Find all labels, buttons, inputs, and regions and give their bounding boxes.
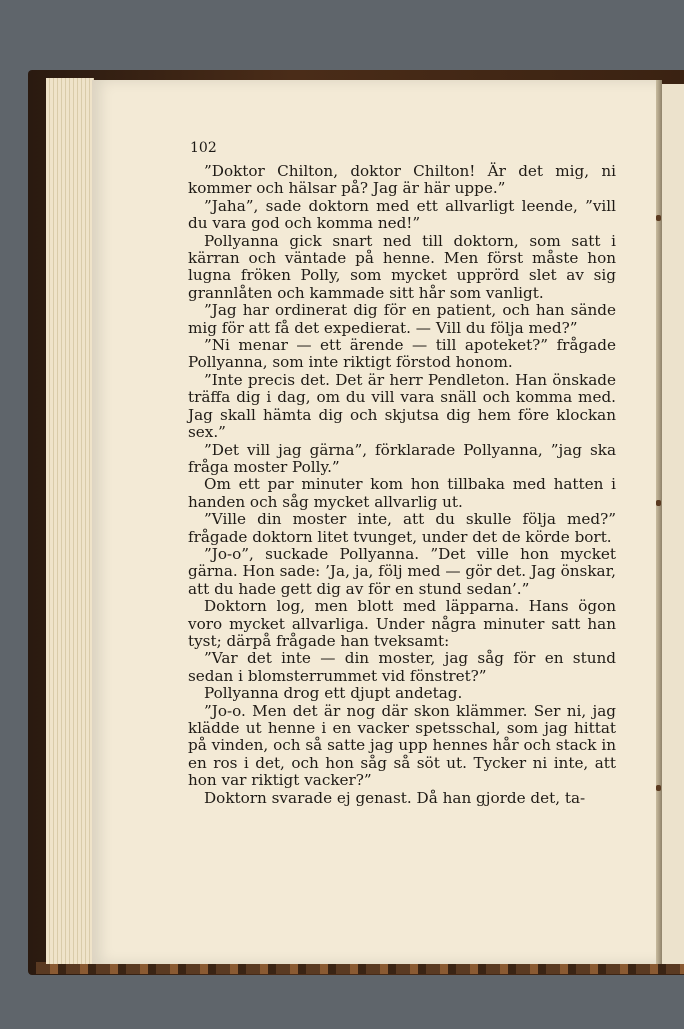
paragraph: ”Ni menar — ett ärende — till apoteket?” frågade Pollyanna, som inte riktigt förstod honom. <box>188 336 616 372</box>
paragraph: ”Ville din moster inte, att du skulle följa med?” frågade doktorn litet tvunget, under det de körde bort. <box>188 510 616 546</box>
paragraph: ”Det vill jag gärna”, förklarade Pollyanna, ”jag ska fråga moster Polly.” <box>188 440 616 476</box>
page-number: 102 <box>190 140 217 156</box>
paragraph: Pollyanna drog ett djupt andetag. <box>204 684 463 703</box>
paragraph: Doktorn svarade ej genast. Då han gjorde det, ta- <box>204 788 586 807</box>
binding-thread <box>656 500 661 506</box>
page-stack <box>46 78 94 964</box>
facing-page-edge <box>662 84 684 964</box>
paragraph: Doktorn log, men blott med läpparna. Hans ögon voro mycket allvarliga. Under några minuter satt han tyst; därpå frågade han tveksamt: <box>188 597 616 650</box>
body-text <box>188 163 616 807</box>
paragraph: Om ett par minuter kom hon tillbaka med hatten i handen och såg mycket allvarlig ut. <box>188 475 616 511</box>
paragraph: ”Var det inte — din moster, jag såg för en stund sedan i blomsterrummet vid fönstret?” <box>188 649 616 685</box>
binding-thread <box>656 215 661 221</box>
paragraph: Pollyanna gick snart ned till doktorn, som satt i kärran och väntade på henne. Men först måste hon lugna fröken Polly, som mycket upprörd slet av sig grannlåten och kammade sitt hår som vanligt. <box>188 231 616 302</box>
paragraph: ”Jag har ordinerat dig för en patient, och han sände mig för att få det expedierat. — Vill du följa med?” <box>188 301 616 337</box>
paragraph: ”Jaha”, sade doktorn med ett allvarligt leende, ”vill du vara god och komma ned!” <box>188 196 616 233</box>
paragraph: ”Doktor Chilton, doktor Chilton! Är det mig, ni kommer och hälsar på? Jag är här uppe.” <box>188 162 616 198</box>
paragraph: ”Inte precis det. Det är herr Pendleton. Han önskade träffa dig i dag, om du vill vara snäll och komma med. Jag skall hämta dig och skjutsa dig hem före klockan sex.” <box>188 370 616 442</box>
binding-thread <box>656 785 661 791</box>
paragraph: ”Jo-o”, suckade Pollyanna. ”Det ville hon mycket gärna. Hon sade: ’Ja, ja, följ med — gör det. Jag önskar, att du hade gett dig av för en stund sedan’.” <box>188 544 616 598</box>
paragraph: ”Jo-o. Men det är nog där skon klämmer. Ser ni, jag klädde ut henne i en vacker spetsschal, som jag hittat på vinden, och så satte jag upp hennes hår och stack in en ros i det, och hon såg så söt ut. Tycker ni inte, att hon var riktigt vacker?” <box>188 701 616 790</box>
